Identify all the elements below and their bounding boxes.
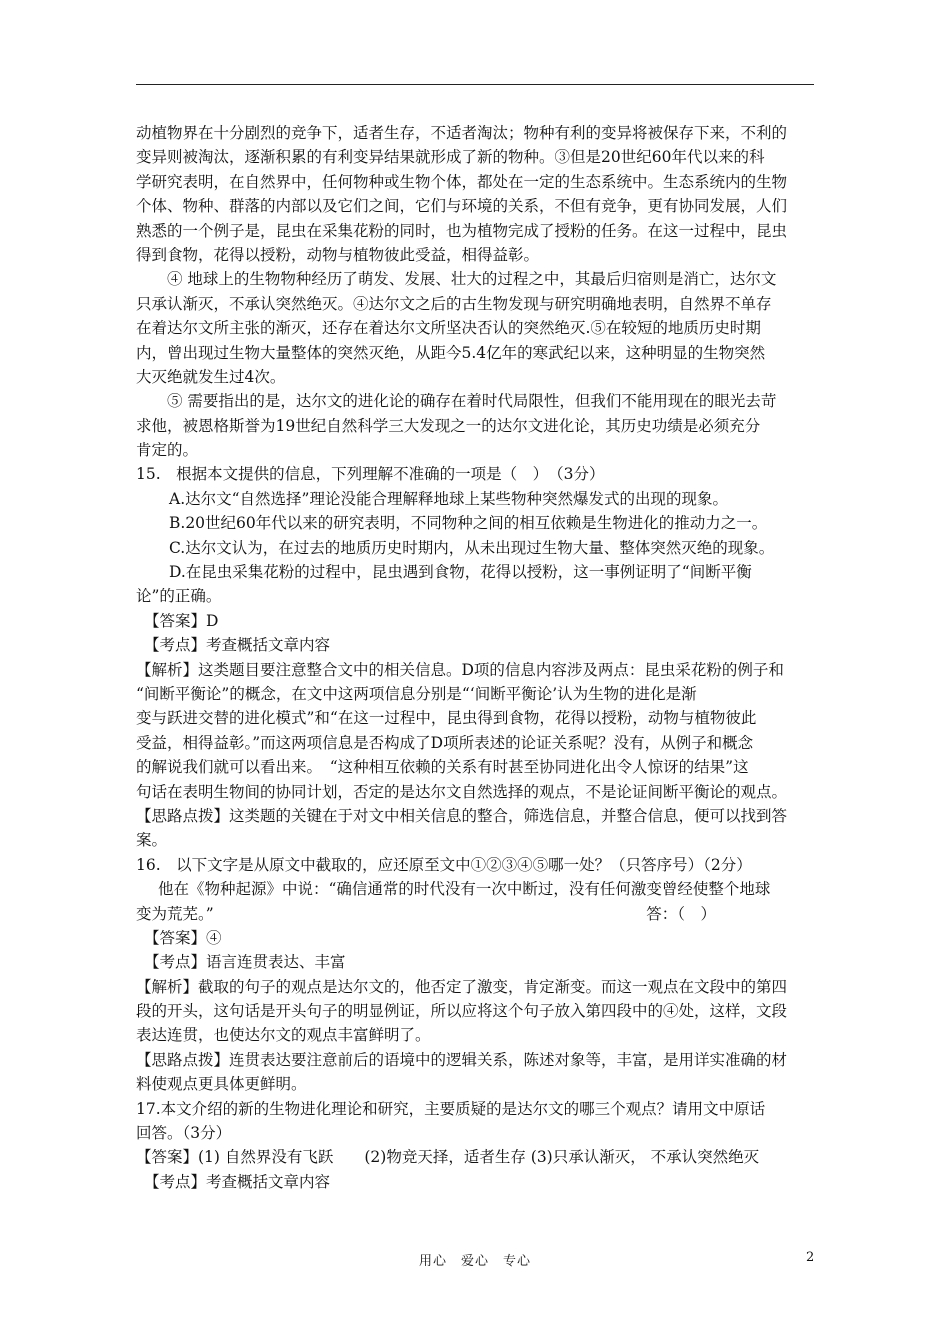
answer-label: 【答案】D — [144, 611, 219, 630]
text-line: 学研究表明，在自然界中，任何物种或生物个体，都处在一定的生态系统中。生态系统内的生物 — [136, 172, 788, 191]
answer-label: 【答案】(1) 自然界没有飞跃 (2)物竞天择，适者生存 (3)只承认渐灭， 不承认突然绝灭 — [136, 1148, 760, 1167]
question-17: 17.本文介绍的新的生物进化理论和研究，主要质疑的是达尔文的哪三个观点？请用文中原话 — [136, 1099, 766, 1118]
page-number: 2 — [806, 1250, 815, 1265]
key-point-label: 【考点】考查概括文章内容 — [144, 1172, 331, 1191]
option-c: C.达尔文认为，在过去的地质历史时期内，从未出现过生物大量、整体突然灭绝的现象。 — [169, 538, 775, 557]
text-line: 回答。（3分） — [136, 1124, 232, 1143]
text-line: 在着达尔文所主张的渐灭，还存在着达尔文所坚决否认的突然绝灭.⑤在较短的地质历史时期 — [136, 319, 761, 338]
text-line: 大灭绝就发生过4次。 — [136, 367, 286, 386]
header-rule — [136, 84, 814, 85]
quoted-text-end: 变为荒芜。” — [136, 904, 214, 923]
hint-text: 【思路点拨】连贯表达要注意前后的语境中的逻辑关系，陈述对象等，丰富，是用详实准确的材 — [136, 1050, 788, 1069]
text-line: 变异则被淘汰，逐渐积累的有利变异结果就形成了新的物种。③但是20世纪60年代以来的科 — [136, 148, 765, 167]
text-line: 案。 — [136, 831, 168, 850]
text-line: 句话在表明生物间的协同计划，否定的是达尔文自然选择的观点，不是论证间断平衡论的观点。 — [136, 782, 788, 801]
text-line — [136, 902, 816, 926]
text-line: 内，曾出现过生物大量整体的突然灭绝，从距今5.4亿年的寒武纪以来，这种明显的生物突然 — [136, 343, 766, 362]
text-line: 表达连贯，也使达尔文的观点丰富鲜明了。 — [136, 1026, 431, 1045]
answer-blank: 答：（ ） — [646, 904, 716, 923]
text-line: 肯定的。 — [136, 441, 199, 460]
analysis-text: 【解析】截取的句子的观点是达尔文的，他否定了激变，肯定渐变。而这一观点在文段中的第四 — [136, 977, 788, 996]
text-line: 求他，被恩格斯誉为19世纪自然科学三大发现之一的达尔文进化论，其历史功绩是必须充分 — [136, 416, 761, 435]
key-point-label: 【考点】考查概括文章内容 — [144, 636, 331, 655]
text-line: 动植物界在十分剧烈的竞争下，适者生存，不适者淘汰；物种有利的变异将被保存下来，不利的 — [136, 124, 788, 142]
page-body — [136, 121, 816, 1194]
text-line: 个体、物种、群落的内部以及它们之间，它们与环境的关系，不但有竞争，更有协同发展，人们 — [136, 197, 788, 216]
text-line: “间断平衡论”的概念，在文中这两项信息分别是“‘间断平衡论’认为生物的进化是渐 — [136, 684, 697, 703]
text-line: 熟悉的一个例子是，昆虫在采集花粉的同时，也为植物完成了授粉的任务。在这一过程中，昆虫 — [136, 221, 788, 240]
text-line: 变与跃进交替的进化模式”和“在这一过程中，昆虫得到食物，花得以授粉，动物与植物彼此 — [136, 709, 757, 728]
option-b: B.20世纪60年代以来的研究表明，不同物种之间的相互依赖是生物进化的推动力之一。 — [169, 514, 768, 533]
option-a: A.达尔文“自然选择”理论没能合理解释地球上某些物种突然爆发式的出现的现象。 — [169, 489, 728, 508]
footer-motto: 用心 爱心 专心 — [418, 1254, 531, 1269]
question-16: 16. 以下文字是从原文中截取的，应还原至文中①②③④⑤哪一处？（只答序号）（2分） — [136, 855, 752, 874]
text-line: 料使观点更具体更鲜明。 — [136, 1075, 307, 1094]
key-point-label: 【考点】语言连贯表达、丰富 — [144, 953, 346, 972]
text-line: 论”的正确。 — [136, 587, 222, 606]
text-line: 得到食物，花得以授粉，动物与植物彼此受益，相得益彰。 — [136, 245, 540, 264]
text-line: 只承认渐灭，不承认突然绝灭。④达尔文之后的古生物发现与研究明确地表明，自然界不单存 — [136, 294, 772, 313]
text-line: 段的开头，这句话是开头句子的明显例证，所以应将这个句子放入第四段中的④处，这样，文段 — [136, 1002, 788, 1021]
analysis-text: 【解析】这类题目要注意整合文中的相关信息。D项的信息内容涉及两点：昆虫采花粉的例子和 — [136, 660, 784, 679]
answer-label: 【答案】④ — [144, 928, 222, 947]
text-line: 受益，相得益彰。”而这两项信息是否构成了D项所表述的论证关系呢？没有，从例子和概念 — [136, 733, 754, 752]
quoted-text: 他在《物种起源》中说：“确信通常的时代没有一次中断过，没有任何激变曾经使整个地球 — [158, 880, 771, 899]
paragraph-4-start: ④ 地球上的生物物种经历了萌发、发展、壮大的过程之中，其最后归宿则是消亡，达尔文 — [167, 270, 777, 289]
paragraph-5-start: ⑤ 需要指出的是，达尔文的进化论的确存在着时代局限性，但我们不能用现在的眼光去苛 — [167, 392, 777, 411]
hint-text: 【思路点拨】这类题的关键在于对文中相关信息的整合，筛选信息，并整合信息，便可以找到答 — [136, 806, 788, 825]
question-15: 15. 根据本文提供的信息，下列理解不准确的一项是（ ） （3分） — [136, 465, 605, 484]
option-d: D.在昆虫采集花粉的过程中，昆虫遇到食物，花得以授粉，这一事例证明了“间断平衡 — [169, 563, 752, 582]
text-line: 的解说我们就可以看出来。 “这种相互依赖的关系有时甚至协同进化出令人惊讶的结果”这 — [136, 758, 749, 777]
